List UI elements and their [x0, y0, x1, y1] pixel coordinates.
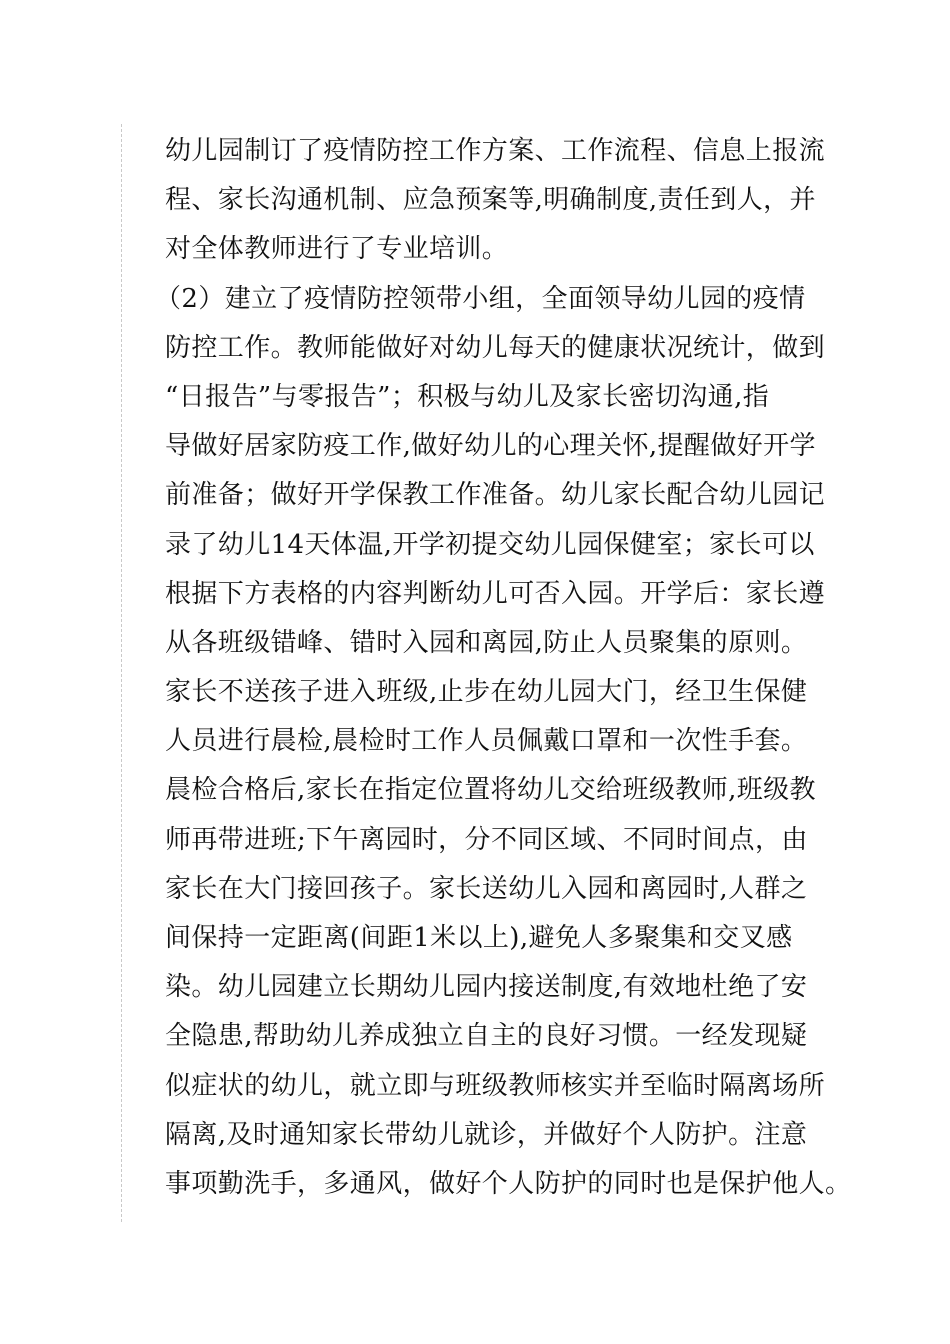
text-line: 幼儿园制订了疫情防控工作方案、工作流程、信息上报流: [165, 136, 826, 166]
text-line: 人员进行晨检,晨检时工作人员佩戴口罩和一次性手套。: [165, 726, 808, 757]
text-line: 家长在大门接回孩子。家长送幼儿入园和离园时,人群之: [165, 873, 808, 904]
text-line: 晨检合格后,家长在指定位置将幼儿交给班级教师,班级教: [165, 775, 816, 806]
text-line: 根据下方表格的内容判断幼儿可否入园。开学后：家长遵: [165, 578, 826, 609]
text-line: 隔离,及时通知家长带幼儿就诊，并做好个人防护。注意: [165, 1119, 808, 1150]
text-line: 似症状的幼儿，就立即与班级教师核实并至临时隔离场所: [165, 1070, 826, 1101]
text-line: 全隐患,帮助幼儿养成独立自主的良好习惯。一经发现疑: [165, 1021, 808, 1052]
text-line: 前准备；做好开学保教工作准备。幼儿家长配合幼儿园记: [165, 480, 826, 511]
text-line: 对全体教师进行了专业培训。: [165, 234, 509, 265]
text-line: 染。幼儿园建立长期幼儿园内接送制度,有效地杜绝了安: [165, 972, 808, 1003]
text-line: 事项勤洗手，多通风，做好个人防护的同时也是保护他人。: [165, 1168, 852, 1199]
text-line: 导做好居家防疫工作,做好幼儿的心理关怀,提醒做好开学: [165, 431, 816, 462]
text-line: （2）建立了疫情防控领带小组，全面领导幼儿园的疫情: [155, 283, 806, 314]
text-line: 间保持一定距离(间距1米以上),避免人多聚集和交叉感: [165, 923, 793, 953]
text-line: 家长不送孩子进入班级,止步在幼儿园大门，经卫生保健: [165, 677, 808, 708]
margin-guide-line: [121, 124, 122, 1222]
body-text: [155, 127, 865, 1209]
text-line: 录了幼儿14天体温,开学初提交幼儿园保健室；家长可以: [165, 529, 815, 560]
text-line: 程、家长沟通机制、应急预案等,明确制度,责任到人，并: [165, 185, 816, 216]
text-line: 师再带进班;下午离园时，分不同区域、不同时间点，由: [165, 824, 808, 855]
text-line: 防控工作。教师能做好对幼儿每天的健康状况统计，做到: [165, 332, 826, 363]
text-line: 从各班级错峰、错时入园和离园,防止人员聚集的原则。: [165, 627, 808, 658]
text-line: “日报告”与零报告”；积极与幼儿及家长密切沟通,指: [165, 381, 770, 412]
